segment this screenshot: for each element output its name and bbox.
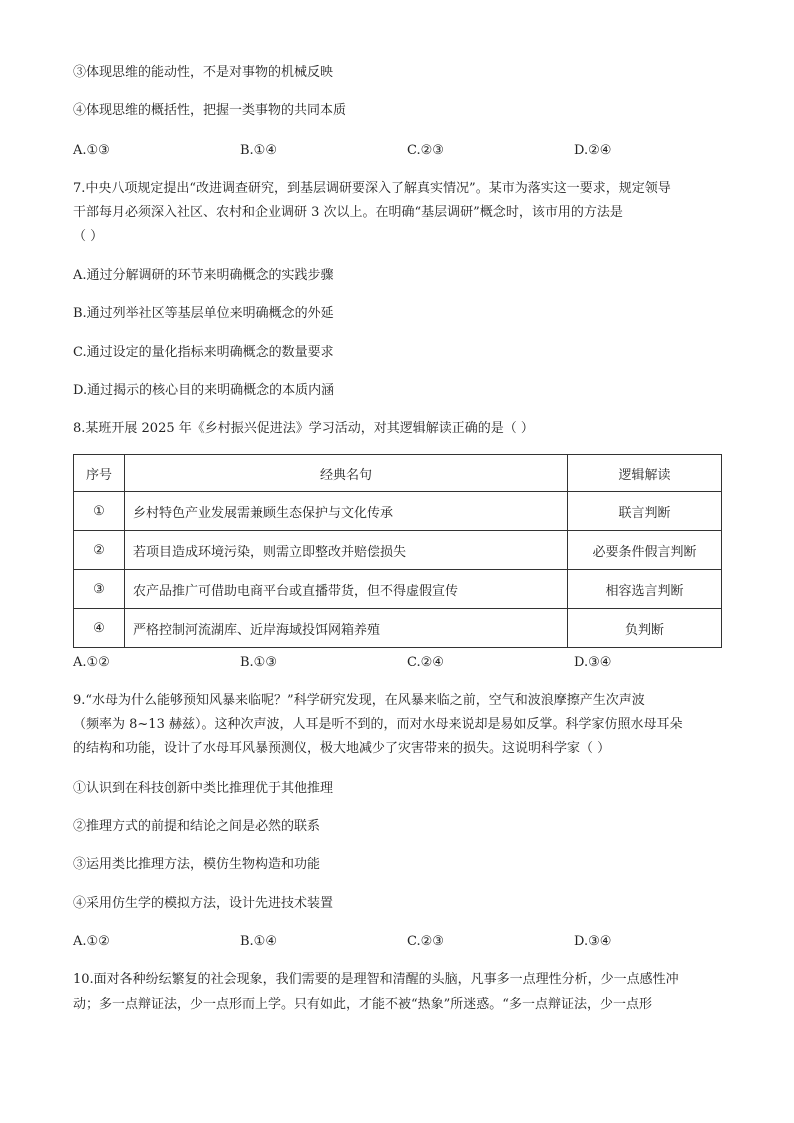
q7-option-c[interactable]: C.通过设定的量化指标来明确概念的数量要求 (73, 345, 334, 360)
q8-stem: 8.某班开展 2025 年《乡村振兴促进法》学习活动，对其逻辑解读正确的是（ ） (73, 421, 534, 436)
q7-stem-line-3: （ ） (73, 229, 104, 244)
q9-statement-1: ①认识到在科技创新中类比推理优于其他推理 (73, 781, 334, 796)
q9-stem-line-3: 的结构和功能，设计了水母耳风暴预测仪，极大地减少了灾害带来的损失。这说明科学家（ ） (73, 741, 611, 756)
option-b[interactable]: B.①④ (240, 143, 277, 158)
q7-stem-line-2: 干部每月必须深入社区、农村和企业调研 3 次以上。在明确“基层调研”概念时，该市用的方法是 (73, 205, 623, 220)
q9-statement-4: ④采用仿生学的模拟方法，设计先进技术装置 (73, 896, 334, 911)
table-row (74, 570, 722, 609)
option-b[interactable]: B.①③ (240, 655, 277, 670)
q7-option-b[interactable]: B.通过列举社区等基层单位来明确概念的外延 (73, 306, 334, 321)
option-d[interactable]: D.③④ (574, 655, 612, 670)
option-d[interactable]: D.③④ (574, 934, 612, 949)
row-number: ① (74, 492, 125, 531)
option-a[interactable]: A.①③ (73, 143, 110, 158)
option-c[interactable]: C.②③ (407, 934, 444, 949)
row-logic: 联言判断 (568, 492, 722, 531)
row-quote: 乡村特色产业发展需兼顾生态保护与文化传承 (125, 492, 568, 531)
row-quote: 严格控制河流湖库、近岸海域投饵网箱养殖 (125, 609, 568, 648)
q9-stem-line-2: （频率为 8~13 赫兹）。这种次声波，人耳是听不到的，而对水母来说却是易如反掌。科学家仿照水母耳朵 (73, 717, 683, 732)
option-c[interactable]: C.②④ (407, 655, 444, 670)
table-row (74, 531, 722, 570)
q8-table (73, 454, 722, 648)
table-row (74, 609, 722, 648)
statement-3: ③体现思维的能动性，不是对事物的机械反映 (73, 65, 334, 80)
q10-stem-line-2: 动；多一点辩证法，少一点形而上学。只有如此，才能不被“热象”所迷惑。“多一点辩证法，少一点形 (73, 997, 652, 1012)
q9-statement-2: ②推理方式的前提和结论之间是必然的联系 (73, 819, 321, 834)
option-b[interactable]: B.①④ (240, 934, 277, 949)
row-logic: 负判断 (568, 609, 722, 648)
header-logic: 逻辑解读 (568, 455, 722, 492)
option-c[interactable]: C.②③ (407, 143, 444, 158)
header-number: 序号 (74, 455, 125, 492)
table-header-row (74, 455, 722, 492)
statement-4: ④体现思维的概括性，把握一类事物的共同本质 (73, 103, 347, 118)
row-number: ④ (74, 609, 125, 648)
row-quote: 农产品推广可借助电商平台或直播带货，但不得虚假宣传 (125, 570, 568, 609)
q7-option-a[interactable]: A.通过分解调研的环节来明确概念的实践步骤 (73, 268, 334, 283)
q7-stem-line-1: 7.中央八项规定提出“改进调查研究，到基层调研要深入了解真实情况”。某市为落实这一要求，规定领导 (73, 181, 671, 196)
table-row (74, 492, 722, 531)
q10-stem-line-1: 10.面对各种纷纭繁复的社会现象，我们需要的是理智和清醒的头脑，凡事多一点理性分析，少一点感性冲 (73, 972, 679, 987)
q7-option-d[interactable]: D.通过揭示的核心目的来明确概念的本质内涵 (73, 383, 335, 398)
row-logic: 必要条件假言判断 (568, 531, 722, 570)
option-a[interactable]: A.①② (73, 934, 110, 949)
option-d[interactable]: D.②④ (574, 143, 612, 158)
row-number: ③ (74, 570, 125, 609)
header-quote: 经典名句 (125, 455, 568, 492)
q6-options (73, 142, 723, 160)
q9-stem-line-1: 9.“水母为什么能够预知风暴来临呢？”科学研究发现，在风暴来临之前，空气和波浪摩擦产生次声波 (73, 693, 645, 708)
row-quote: 若项目造成环境污染，则需立即整改并赔偿损失 (125, 531, 568, 570)
row-number: ② (74, 531, 125, 570)
q8-options (73, 654, 723, 672)
row-logic: 相容选言判断 (568, 570, 722, 609)
q9-statement-3: ③运用类比推理方法，模仿生物构造和功能 (73, 857, 321, 872)
q9-options (73, 933, 723, 951)
option-a[interactable]: A.①② (73, 655, 110, 670)
